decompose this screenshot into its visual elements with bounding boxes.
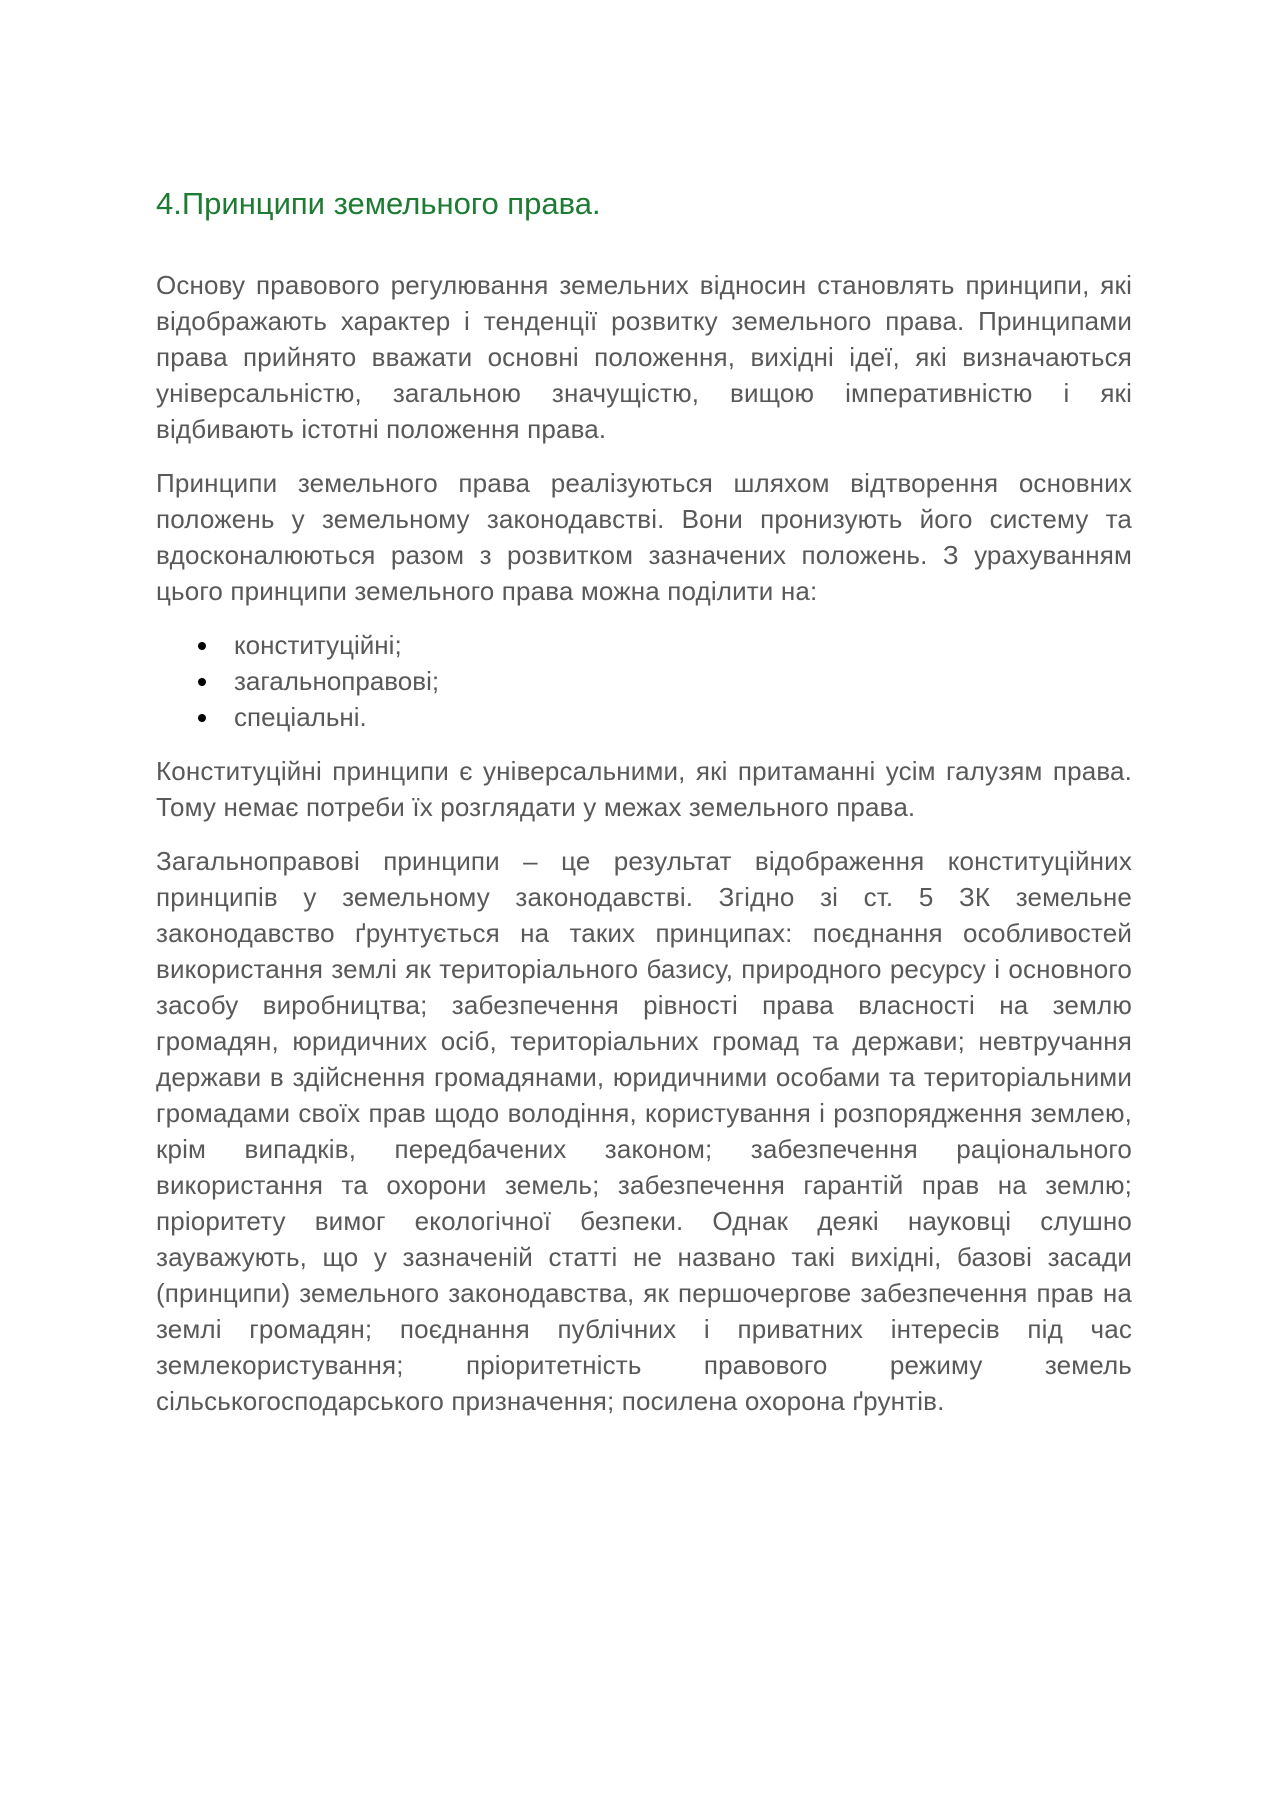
paragraph-classification: Принципи земельного права реалізуються шляхом відтворення основних положень у земельному законодавстві. Вони пронизують його систему та вдосконалюються разом з розвитком зазначених положень. З урахуванням цього принципи земельного права можна поділити на: (156, 468, 1132, 606)
bullet-icon (198, 642, 206, 650)
list-item-label: спеціальні. (234, 702, 367, 732)
list-item-label: загальноправові; (234, 666, 440, 696)
bullet-icon (198, 714, 206, 722)
section-heading: 4.Принципи земельного права. (156, 186, 601, 221)
list-item-label: конституційні; (234, 630, 402, 660)
list-item (156, 699, 1132, 735)
paragraph-intro: Основу правового регулювання земельних відносин становлять принципи, які відображають характер і тенденції розвитку земельного права. Принципами права прийнято вважати основні положення, вихідні ідеї, які визначаються універсальністю, загальною значущістю, вищою імперативністю і які відбивають істотні положення права. (156, 270, 1132, 444)
paragraph-constitutional: Конституційні принципи є універсальними, які притаманні усім галузям права. Тому немає потреби їх розглядати у межах земельного права. (156, 756, 1132, 822)
bullet-icon (198, 678, 206, 686)
list-item (156, 627, 1132, 663)
principles-list (156, 627, 1132, 735)
list-item (156, 663, 1132, 699)
document-content (156, 183, 1132, 1437)
paragraph-general-legal: Загальноправові принципи – це результат відображення конституційних принципів у земельному законодавстві. Згідно зі ст. 5 ЗК земельне законодавство ґрунтується на таких принципах: поєднання особливостей використання землі як територіального базису, природного ресурсу і основного засобу виробництва; забезпечення рівності права власності на землю громадян, юридичних осіб, територіальних громад та держави; невтручання держави в здійснення громадянами, юридичними особами та територіальними громадами своїх прав щодо володіння, користування і розпорядження землею, крім випадків, передбачених законом; забезпечення раціонального використання та охорони земель; забезпечення гарантій прав на землю; пріоритету вимог екологічної безпеки. Однак деякі науковці слушно зауважують, що у зазначеній статті не названо такі вихідні, базові засади (принципи) земельного законодавства, як першочергове забезпечення прав на землі громадян; поєднання публічних і приватних інтересів під час землекористування; пріоритетність правового режиму земель сільськогосподарського призначення; посилена охорона ґрунтів. (156, 846, 1132, 1416)
